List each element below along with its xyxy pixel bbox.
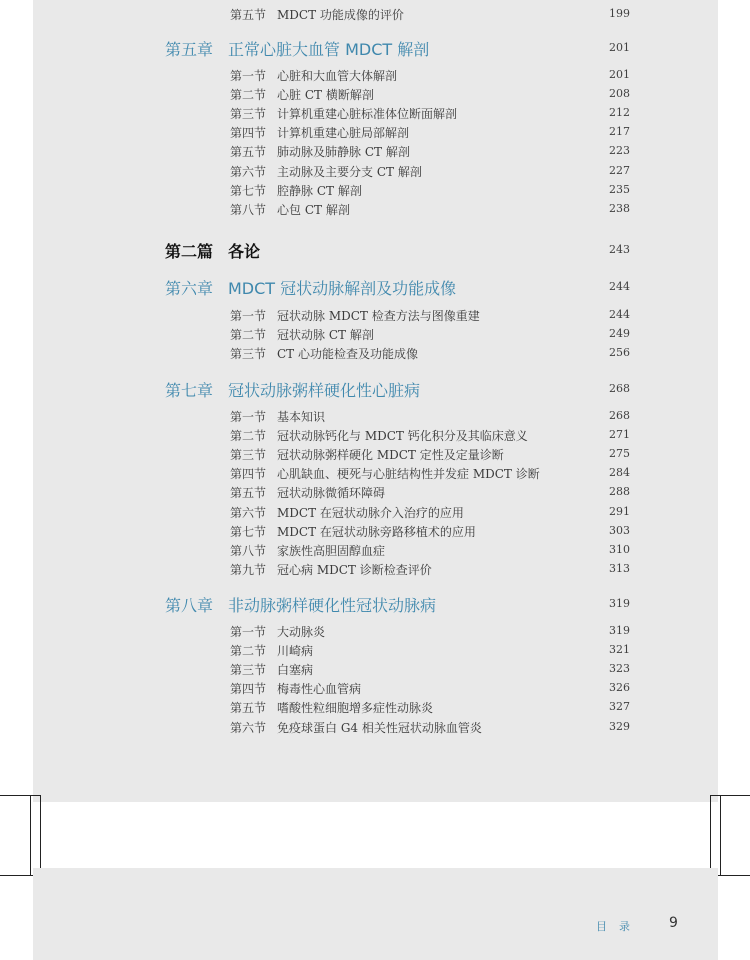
toc-entry bbox=[33, 502, 718, 522]
page-number: 323 bbox=[609, 662, 630, 676]
chapter-title: MDCT 冠状动脉解剖及功能成像 bbox=[228, 279, 457, 298]
section-title: 基本知识 bbox=[277, 410, 326, 424]
chapter-heading bbox=[33, 593, 718, 613]
toc-page-top bbox=[33, 0, 718, 802]
chapter-heading bbox=[33, 378, 718, 398]
section-title: 冠心病 MDCT 诊断检查评价 bbox=[277, 562, 432, 577]
page-number: 310 bbox=[609, 542, 630, 556]
page-number: 256 bbox=[609, 346, 630, 360]
page-number: 321 bbox=[609, 643, 630, 657]
section-number: 第二节 bbox=[230, 429, 267, 444]
toc-entry bbox=[33, 305, 718, 325]
section-title: 冠状动脉 MDCT 检查方法与图像重建 bbox=[277, 309, 480, 323]
toc-entry bbox=[33, 621, 718, 641]
toc-entry bbox=[33, 697, 718, 717]
toc-entry bbox=[33, 343, 718, 363]
toc-entry bbox=[33, 521, 718, 541]
page-number: 291 bbox=[609, 504, 630, 518]
page-number: 223 bbox=[609, 144, 630, 158]
section-title: 冠状动脉钙化与 MDCT 钙化积分及其临床意义 bbox=[277, 429, 528, 444]
page-number: 327 bbox=[609, 700, 630, 714]
section-number: 第三节 bbox=[230, 107, 267, 122]
section-title: MDCT 在冠状动脉介入治疗的应用 bbox=[277, 505, 464, 520]
toc-entry bbox=[33, 406, 718, 426]
toc-entry bbox=[33, 161, 718, 181]
toc-entry bbox=[33, 84, 718, 104]
page-number: 319 bbox=[609, 597, 630, 610]
section-title: 心肌缺血、梗死与心脏结构性并发症 MDCT 诊断 bbox=[277, 467, 540, 482]
page-number: 201 bbox=[609, 68, 630, 81]
page-number: 201 bbox=[609, 41, 630, 54]
page-number: 319 bbox=[609, 624, 630, 637]
section-number: 第五节 bbox=[230, 701, 267, 716]
page-number: 275 bbox=[609, 447, 630, 461]
chapter-heading bbox=[33, 37, 718, 57]
chapter-number: 第六章 bbox=[165, 279, 214, 298]
section-title: 腔静脉 CT 解剖 bbox=[277, 183, 362, 198]
part-heading bbox=[33, 239, 718, 259]
section-number: 第四节 bbox=[230, 467, 267, 482]
section-number: 第七节 bbox=[230, 524, 267, 539]
page-number: 329 bbox=[609, 719, 630, 733]
section-title: CT 心功能检查及功能成像 bbox=[277, 347, 419, 362]
chapter-title: 非动脉粥样硬化性冠状动脉病 bbox=[228, 596, 437, 615]
section-number: 第六节 bbox=[230, 164, 267, 179]
page-number: 244 bbox=[609, 280, 630, 293]
section-number: 第一节 bbox=[230, 309, 267, 323]
toc-entry bbox=[33, 463, 718, 483]
section-title: 冠状动脉粥样硬化 MDCT 定性及定量诊断 bbox=[277, 448, 504, 463]
section-number: 第一节 bbox=[230, 625, 267, 639]
section-number: 第八节 bbox=[230, 543, 267, 558]
page-number: 227 bbox=[609, 163, 630, 177]
part-title: 各论 bbox=[228, 242, 261, 261]
toc-entry bbox=[33, 540, 718, 560]
chapter-number: 第八章 bbox=[165, 596, 214, 615]
section-title: 冠状动脉微循环障碍 bbox=[277, 486, 386, 501]
section-title: 免疫球蛋白 G4 相关性冠状动脉血管炎 bbox=[277, 720, 482, 735]
chapter-heading bbox=[33, 276, 718, 296]
page-number: 288 bbox=[609, 485, 630, 499]
toc-entry bbox=[33, 65, 718, 85]
section-number: 第六节 bbox=[230, 720, 267, 735]
section-number: 第三节 bbox=[230, 663, 267, 678]
toc-entry bbox=[33, 659, 718, 679]
page-number: 208 bbox=[609, 87, 630, 101]
toc-entry bbox=[33, 324, 718, 344]
section-number: 第七节 bbox=[230, 183, 267, 198]
section-title: 计算机重建心脏标准体位断面解剖 bbox=[277, 107, 458, 122]
section-title: 梅毒性心血管病 bbox=[277, 682, 362, 697]
page-number: 268 bbox=[609, 382, 630, 395]
toc-entry bbox=[33, 717, 718, 737]
section-title: 家族性高胆固醇血症 bbox=[277, 543, 386, 558]
page-number: 249 bbox=[609, 327, 630, 341]
section-number: 第五节 bbox=[230, 486, 267, 501]
section-title: 嗜酸性粒细胞增多症性动脉炎 bbox=[277, 701, 434, 716]
page-number: 238 bbox=[609, 201, 630, 215]
page-number: 271 bbox=[609, 428, 630, 442]
page-number: 326 bbox=[609, 681, 630, 695]
toc-entry bbox=[33, 4, 718, 24]
toc-entry bbox=[33, 425, 718, 445]
section-title: 冠状动脉 CT 解剖 bbox=[277, 328, 374, 343]
page-number: 268 bbox=[609, 409, 630, 422]
section-number: 第八节 bbox=[230, 202, 267, 217]
chapter-title: 冠状动脉粥样硬化性心脏病 bbox=[228, 381, 421, 400]
section-number: 第九节 bbox=[230, 562, 267, 577]
page-number: 199 bbox=[609, 7, 630, 20]
section-number: 第三节 bbox=[230, 448, 267, 463]
section-number: 第二节 bbox=[230, 328, 267, 343]
toc-entry bbox=[33, 444, 718, 464]
running-header-label: 目录 bbox=[596, 920, 642, 933]
toc-entry bbox=[33, 122, 718, 142]
page-number: 303 bbox=[609, 523, 630, 537]
page-number: 244 bbox=[609, 308, 630, 321]
toc-entry bbox=[33, 640, 718, 660]
section-number: 第三节 bbox=[230, 347, 267, 362]
toc-entry bbox=[33, 141, 718, 161]
section-title: MDCT 在冠状动脉旁路移植术的应用 bbox=[277, 524, 476, 539]
section-number: 第四节 bbox=[230, 126, 267, 141]
section-number: 第六节 bbox=[230, 505, 267, 520]
toc-entry bbox=[33, 180, 718, 200]
page-number: 217 bbox=[609, 125, 630, 139]
page-number: 284 bbox=[609, 466, 630, 480]
section-title: MDCT 功能成像的评价 bbox=[277, 8, 404, 22]
toc-entry bbox=[33, 559, 718, 579]
toc-entry bbox=[33, 482, 718, 502]
page-number: 313 bbox=[609, 561, 630, 575]
page-number: 212 bbox=[609, 106, 630, 120]
chapter-number: 第七章 bbox=[165, 381, 214, 400]
section-title: 心包 CT 解剖 bbox=[277, 202, 350, 217]
section-title: 计算机重建心脏局部解剖 bbox=[277, 126, 410, 141]
section-title: 心脏 CT 横断解剖 bbox=[277, 88, 374, 103]
toc-entry bbox=[33, 199, 718, 219]
toc-page-bottom bbox=[33, 868, 718, 960]
section-number: 第一节 bbox=[230, 410, 267, 424]
section-title: 心脏和大血管大体解剖 bbox=[277, 69, 398, 83]
section-number: 第五节 bbox=[230, 8, 267, 22]
toc-entry bbox=[33, 678, 718, 698]
part-number: 第二篇 bbox=[165, 242, 214, 261]
section-title: 白塞病 bbox=[277, 663, 314, 678]
section-title: 川崎病 bbox=[277, 644, 314, 659]
chapter-number: 第五章 bbox=[165, 40, 214, 59]
section-title: 大动脉炎 bbox=[277, 625, 326, 639]
section-number: 第四节 bbox=[230, 682, 267, 697]
folio-number: 9 bbox=[669, 915, 678, 931]
section-title: 主动脉及主要分支 CT 解剖 bbox=[277, 164, 422, 179]
section-number: 第一节 bbox=[230, 69, 267, 83]
section-number: 第二节 bbox=[230, 644, 267, 659]
chapter-title: 正常心脏大血管 MDCT 解剖 bbox=[228, 40, 430, 59]
page-number: 235 bbox=[609, 182, 630, 196]
section-number: 第五节 bbox=[230, 145, 267, 160]
section-title: 肺动脉及肺静脉 CT 解剖 bbox=[277, 145, 410, 160]
toc-entry bbox=[33, 103, 718, 123]
page-number: 243 bbox=[609, 243, 630, 256]
section-number: 第二节 bbox=[230, 88, 267, 103]
